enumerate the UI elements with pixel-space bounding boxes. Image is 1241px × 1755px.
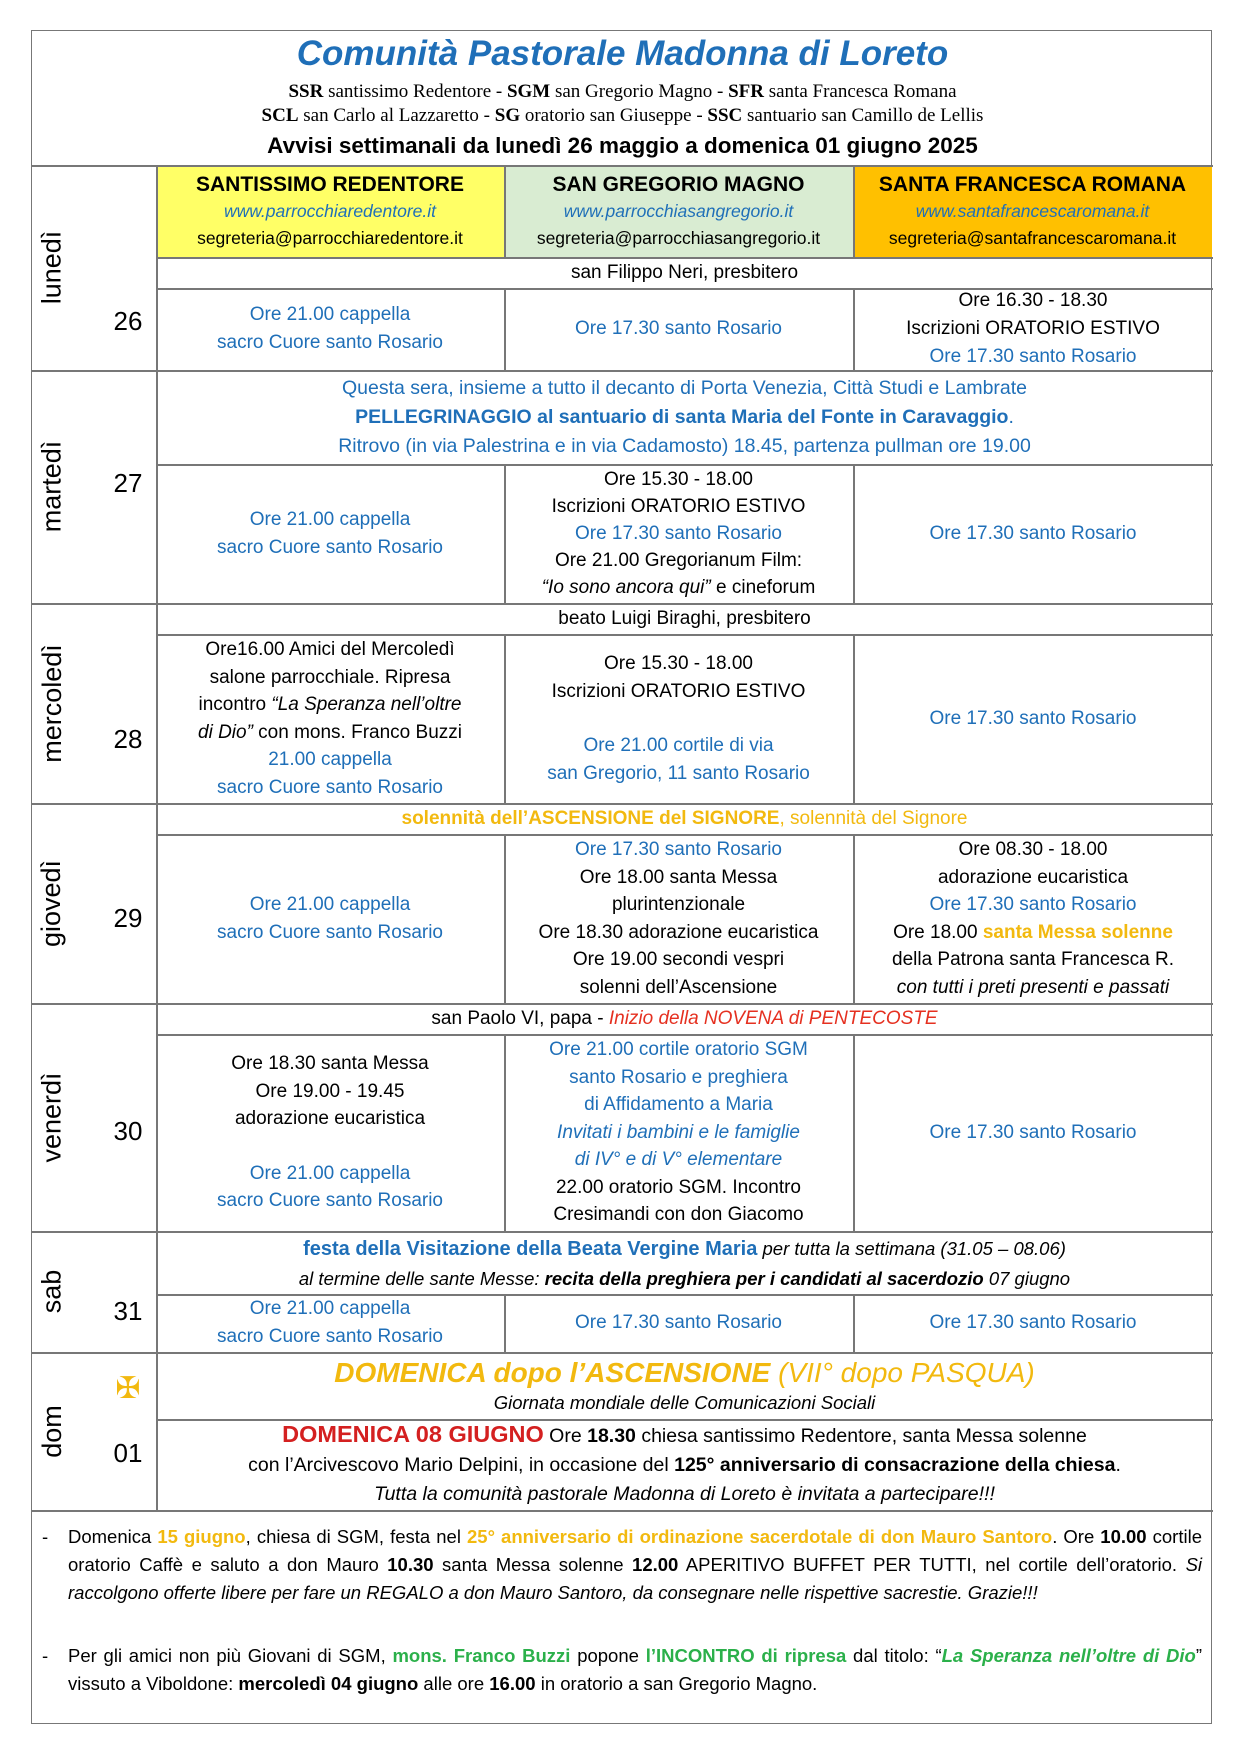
event-line: Ore 21.00 cappella (249, 304, 411, 325)
event-line: adorazione eucaristica (937, 866, 1129, 888)
code-ssc: SSC (707, 105, 743, 126)
event-line: Iscrizioni ORATORIO ESTIVO (551, 680, 806, 702)
solemnity-sub: , solennità del Signore (779, 808, 968, 829)
event-line: Ore 18.00 (893, 921, 983, 943)
note-highlight: 25° anniversario di ordinazione sacerdotale di don Mauro Santoro (467, 1526, 1053, 1547)
event-line: Ore 17.30 santo Rosario (574, 839, 782, 860)
day-number: 01 (113, 1438, 143, 1468)
announcement-time: 18.30 (587, 1425, 636, 1447)
day-number: 27 (113, 468, 143, 498)
day-label-wednesday: mercoledì (36, 643, 67, 763)
banner-punct: . (1008, 406, 1014, 428)
day-number: 28 (113, 724, 143, 754)
bullet-dash: - (42, 1645, 49, 1666)
notice-sheet (31, 30, 1212, 1724)
event-line: di Affidamento a Maria (584, 1094, 773, 1116)
day-label-tuesday: martedì (36, 440, 67, 533)
event-line: sacro Cuore santo Rosario (217, 332, 443, 353)
note-highlight: l’INCONTRO di ripresa (645, 1645, 847, 1666)
event-line: Ore 17.30 santo Rosario (929, 1121, 1137, 1143)
note-time: 10.00 (1100, 1526, 1147, 1547)
announcement-text: chiesa santissimo Redentore, santa Messa solenne (635, 1425, 1087, 1447)
column-website-link[interactable]: www.parrocchiaredentore.it (223, 201, 437, 221)
day-number: 26 (113, 306, 143, 336)
saint-text: san Paolo VI, papa - (431, 1008, 609, 1029)
event-line: Ore 17.30 santo Rosario (574, 523, 782, 544)
event-line: sacro Cuore santo Rosario (217, 921, 443, 943)
event-line: Ore 17.30 santo Rosario (929, 707, 1137, 729)
meeting-title: di Dio” (198, 721, 253, 743)
feast-banner (156, 1232, 1213, 1294)
anniversary-announcement (156, 1419, 1213, 1510)
event-line: Ore 15.30 - 18.00 (604, 469, 753, 490)
event-cell (504, 834, 853, 1003)
event-line: Ore 21.00 cappella (249, 508, 411, 530)
banner-line: Ritrovo (in via Palestrina e in via Cadamosto) 18.45, partenza pullman ore 19.00 (338, 435, 1031, 457)
announcement-text: Ore (543, 1425, 588, 1447)
event-cell (504, 1294, 853, 1352)
note-time: 12.00 (632, 1554, 679, 1575)
event-cell (156, 288, 504, 370)
name-sfr: santa Francesca Romana (763, 81, 957, 102)
event-line: sacro Cuore santo Rosario (217, 1190, 443, 1212)
event-line: sacro Cuore santo Rosario (217, 536, 443, 558)
event-line: Ore 17.30 santo Rosario (929, 894, 1137, 915)
event-cell (853, 834, 1213, 1003)
note-time: 10.30 (387, 1554, 434, 1575)
event-line: incontro (198, 694, 272, 715)
code-sgm: SGM (506, 81, 551, 102)
day-label-friday: venerdì (36, 1071, 67, 1163)
event-cell (156, 834, 504, 1003)
event-line: Ore 17.30 santo Rosario (574, 1312, 782, 1333)
event-cell (853, 464, 1213, 603)
event-line: solenni dell’Ascensione (579, 976, 778, 998)
name-sg: oratorio san Giuseppe - (520, 105, 708, 126)
note-anniversary (42, 1523, 1202, 1607)
column-name: SANTA FRANCESCA ROMANA (878, 173, 1187, 196)
note-text: . Ore (1052, 1526, 1101, 1547)
event-cell (156, 464, 504, 603)
event-line: sacro Cuore santo Rosario (217, 776, 443, 798)
event-line: Ore 08.30 - 18.00 (958, 839, 1108, 860)
feast-period: per tutta la settimana (31.05 – 08.06) (757, 1237, 1066, 1259)
event-line: Ore 17.30 santo Rosario (929, 1312, 1137, 1333)
column-header-gregorio (504, 166, 853, 257)
note-title: La Speranza nell’oltre di Dio (941, 1645, 1196, 1666)
note-text: santa Messa solenne (433, 1554, 633, 1575)
event-line: Invitati i bambini e le famiglie (557, 1121, 800, 1143)
column-website-link[interactable]: www.santafrancescaromana.it (915, 201, 1150, 221)
saint-of-day (156, 1004, 1213, 1034)
event-line: Ore 19.00 - 19.45 (255, 1080, 405, 1102)
event-line: Ore 21.00 cappella (249, 1162, 411, 1184)
event-cell (156, 634, 504, 803)
day-number: 31 (113, 1296, 143, 1326)
note-text: dal titolo: “ (846, 1645, 942, 1666)
feast-title: festa della Visitazione della Beata Vergine Maria (303, 1237, 758, 1260)
name-ssr: santissimo Redentore - (323, 81, 507, 102)
event-line: Ore 18.00 santa Messa (579, 866, 778, 888)
event-line: Ore 15.30 - 18.00 (604, 653, 753, 674)
note-text: ” vissuto a Viboldone: (68, 1645, 1202, 1694)
event-line: di IV° e di V° elementare (574, 1149, 783, 1171)
event-cell (504, 288, 853, 370)
note-italic: Si raccolgono offerte libere per fare un REGALO a don Mauro Santoro, da consegnare nelle rispettive sacrestie. Grazie!!! (68, 1554, 1203, 1603)
event-line: della Patrona santa Francesca R. (892, 949, 1174, 970)
event-cell (853, 1034, 1213, 1231)
note-text: , chiesa di SGM, festa nel (245, 1526, 468, 1547)
solemn-mass: santa Messa solenne (982, 921, 1173, 943)
banner-highlight: PELLEGRINAGGIO al santuario di santa Maria del Fonte in Caravaggio (355, 406, 1009, 428)
pilgrimage-banner (156, 371, 1213, 464)
event-line: 22.00 oratorio SGM. Incontro (555, 1176, 801, 1198)
note-highlight: mons. Franco Buzzi (392, 1645, 571, 1666)
day-number: 30 (113, 1116, 143, 1146)
novena-start: Inizio della NOVENA di PENTECOSTE (608, 1008, 938, 1029)
event-line: Ore 18.30 santa Messa (231, 1053, 429, 1075)
day-number: 29 (113, 903, 143, 933)
sunday-observance: Giornata mondiale delle Comunicazioni Sociali (493, 1392, 876, 1413)
announcement-highlight: 125° anniversario di consacrazione della chiesa (674, 1454, 1116, 1476)
event-line: salone parrocchiale. Ripresa (209, 666, 451, 688)
column-website-link[interactable]: www.parrocchiasangregorio.it (563, 201, 794, 221)
event-line: con tutti i preti presenti e passati (896, 976, 1170, 998)
code-sfr: SFR (728, 81, 764, 102)
sunday-subtitle: (VII° dopo PASQUA) (770, 1357, 1035, 1388)
saint-of-day (156, 804, 1213, 834)
event-cell (504, 464, 853, 603)
feast-note: al termine delle sante Messe: (298, 1267, 545, 1289)
name-ssc: santuario san Camillo de Lellis (742, 105, 984, 126)
feast-note: 07 giugno (983, 1267, 1071, 1289)
event-line: Ore 17.30 santo Rosario (574, 318, 782, 339)
note-text: Domenica (68, 1526, 158, 1547)
name-scl: san Carlo al Lazzaretto - (298, 105, 495, 126)
code-sg: SG (494, 105, 521, 126)
column-email-link[interactable]: segreteria@parrocchiaredentore.it (197, 228, 463, 248)
event-line: santo Rosario e preghiera (569, 1066, 788, 1088)
column-email-link[interactable]: segreteria@parrocchiasangregorio.it (536, 228, 821, 248)
day-label-monday: lunedì (36, 230, 67, 305)
event-line: Ore16.00 Amici del Mercoledì (205, 639, 455, 660)
event-line: plurintenzionale (611, 894, 746, 915)
event-line: 21.00 cappella (268, 749, 392, 770)
note-date: mercoledì 04 giugno (238, 1673, 419, 1694)
event-cell (853, 634, 1213, 803)
event-cell (853, 1294, 1213, 1352)
film-title: “Io sono ancora qui” (541, 577, 711, 598)
parish-codes-line-1 (32, 81, 1213, 103)
saint-text: beato Luigi Biraghi, presbitero (558, 608, 811, 629)
cross-icon: ✠ (115, 1372, 141, 1405)
event-line: Iscrizioni ORATORIO ESTIVO (906, 318, 1160, 339)
event-line: sacro Cuore santo Rosario (217, 1326, 443, 1347)
event-line: Ore 17.30 santo Rosario (929, 522, 1137, 544)
note-text: APERITIVO BUFFET PER TUTTI, nel cortile dell’oratorio. (678, 1554, 1186, 1575)
announcement-date: DOMENICA 08 GIUGNO (282, 1421, 544, 1447)
note-text: Per gli amici non più Giovani di SGM, (68, 1645, 393, 1666)
event-line: Ore 21.00 cappella (249, 1298, 411, 1319)
note-time: 16.00 (489, 1673, 536, 1694)
code-ssr: SSR (288, 81, 324, 102)
announcement-text: con l’Arcivescovo Mario Delpini, in occasione del (248, 1454, 675, 1476)
day-label-sunday: dom (36, 1404, 67, 1458)
event-line: Ore 19.00 secondi vespri (572, 949, 785, 970)
event-line: Ore 17.30 santo Rosario (929, 346, 1137, 367)
sunday-title: DOMENICA dopo l’ASCENSIONE (334, 1357, 771, 1388)
event-cell (504, 634, 853, 803)
note-meeting (42, 1642, 1202, 1698)
event-line: Cresimandi con don Giacomo (553, 1204, 804, 1226)
note-text: cortile oratorio Caffè e saluto a don Mauro (68, 1526, 1202, 1575)
note-text: alle ore (418, 1673, 490, 1694)
column-email-link[interactable]: segreteria@santafrancescaromana.it (888, 228, 1177, 248)
column-header-redentore (156, 166, 504, 257)
notices-title: Avvisi settimanali da lunedì 26 maggio a domenica 01 giugno 2025 (267, 133, 978, 158)
event-line: Ore 16.30 - 18.30 (958, 290, 1108, 311)
day-label-saturday: sab (36, 1269, 67, 1314)
event-line: Ore 18.30 adorazione eucaristica (538, 921, 819, 943)
saint-text: san Filippo Neri, presbitero (570, 262, 799, 283)
code-scl: SCL (261, 105, 299, 126)
event-line: e cineforum (710, 577, 816, 598)
page-title: Comunità Pastorale Madonna di Loreto (296, 34, 949, 73)
note-text: in oratorio a san Gregorio Magno. (535, 1673, 818, 1694)
event-line: con mons. Franco Buzzi (252, 721, 462, 743)
column-header-francesca (853, 166, 1212, 257)
day-label-thursday: giovedì (36, 859, 67, 947)
solemnity-title: solennità dell’ASCENSIONE del SIGNORE (401, 808, 780, 829)
column-name: SAN GREGORIO MAGNO (552, 173, 805, 196)
note-highlight: 15 giugno (157, 1526, 246, 1547)
column-name: SANTISSIMO REDENTORE (196, 173, 464, 196)
event-line: san Gregorio, 11 santo Rosario (547, 762, 810, 784)
event-cell (853, 288, 1213, 370)
banner-line: Questa sera, insieme a tutto il decanto di Porta Venezia, Città Studi e Lambrate (341, 377, 1028, 399)
saint-of-day (156, 258, 1213, 288)
parish-codes-line-2 (32, 105, 1213, 127)
event-cell (156, 1034, 504, 1231)
sunday-banner (156, 1353, 1213, 1419)
event-line: Ore 21.00 cortile oratorio SGM (549, 1039, 808, 1061)
meeting-title: “La Speranza nell’oltre (271, 694, 462, 715)
name-sgm: san Gregorio Magno - (550, 81, 729, 102)
event-line: adorazione eucaristica (234, 1108, 426, 1130)
event-line: Ore 21.00 cappella (249, 893, 411, 915)
event-cell (504, 1034, 853, 1231)
bullet-dash: - (42, 1526, 49, 1547)
event-line: Iscrizioni ORATORIO ESTIVO (551, 496, 806, 517)
feast-prayer: recita della preghiera per i candidati al sacerdozio (544, 1267, 984, 1289)
announcement-text: . (1115, 1454, 1121, 1476)
event-line: Ore 21.00 cortile di via (583, 735, 774, 756)
event-line: Ore 21.00 Gregorianum Film: (554, 550, 803, 571)
note-text: popone (570, 1645, 646, 1666)
announcement-invite: Tutta la comunità pastorale Madonna di Loreto è invitata a partecipare!!! (374, 1483, 995, 1505)
event-cell (156, 1294, 504, 1352)
saint-of-day (156, 604, 1213, 634)
